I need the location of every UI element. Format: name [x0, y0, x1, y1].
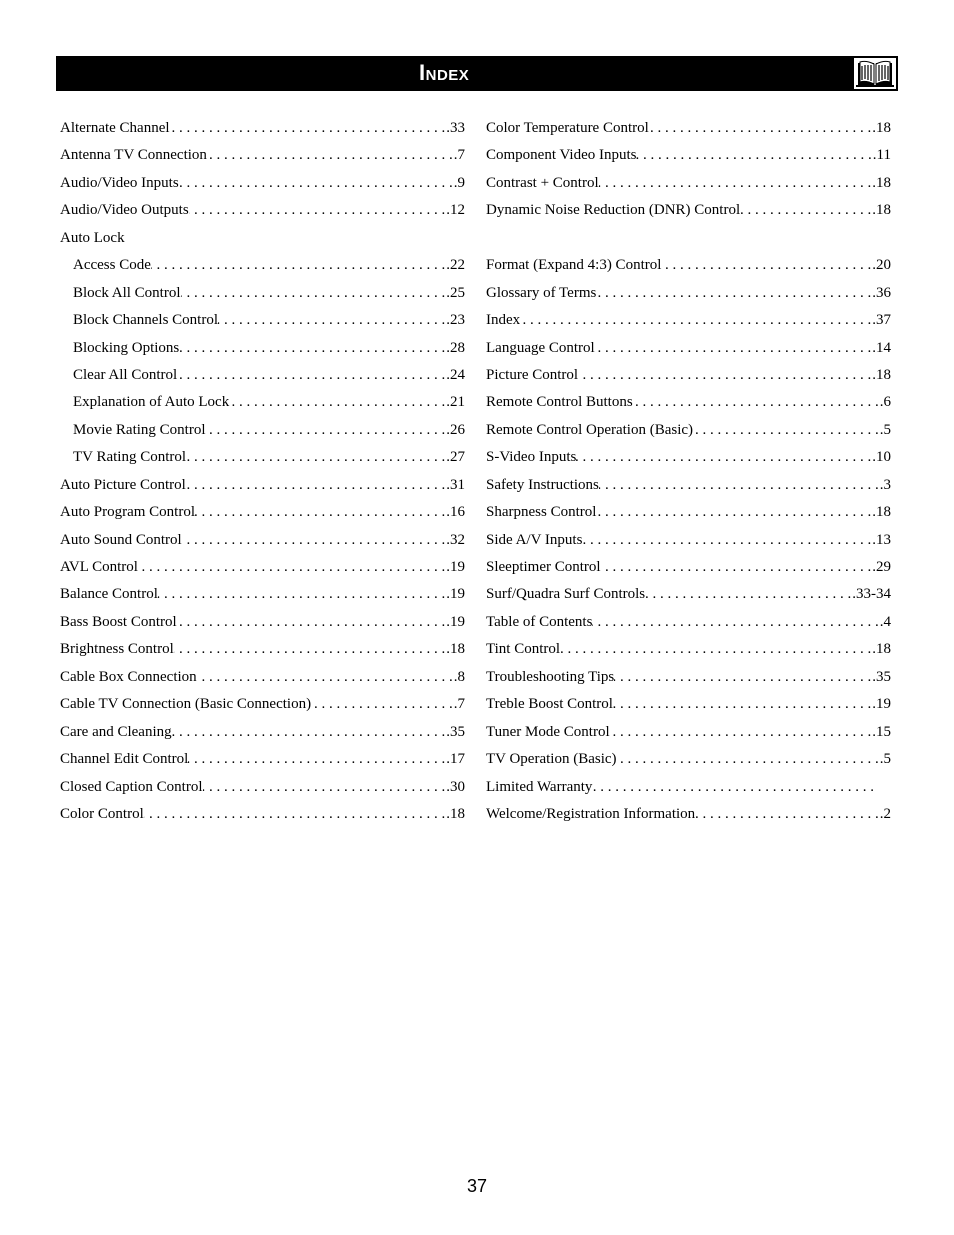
index-entry-page: .18	[872, 202, 891, 219]
dot-leader	[599, 472, 880, 499]
index-entry	[60, 527, 465, 554]
index-entry-page: .36	[872, 284, 891, 301]
index-entry-label: Bass Boost Control	[60, 613, 177, 630]
index-entry-page: .18	[872, 174, 891, 191]
index-entry-label: Audio/Video Outputs	[60, 202, 189, 219]
index-entry	[486, 527, 891, 554]
index-entry-label: Treble Boost Control	[486, 696, 613, 713]
index-entry-label: Auto Program Control	[60, 504, 195, 521]
dot-leader	[595, 335, 873, 362]
index-entry-page: .11	[872, 147, 891, 164]
index-entry-label: Safety Instructions	[486, 476, 599, 493]
index-entry-label: Auto Lock	[60, 229, 125, 246]
index-entry	[60, 307, 465, 334]
index-entry	[486, 801, 891, 828]
index-entry-page: .5	[879, 421, 891, 438]
index-entry	[60, 801, 465, 828]
index-entry	[60, 746, 465, 773]
index-entry-page: .28	[446, 339, 465, 356]
dot-leader	[613, 691, 872, 718]
dot-leader	[614, 664, 872, 691]
index-entry	[486, 746, 891, 773]
index-entry-page: .22	[446, 257, 465, 274]
index-entry-label: Limited Warranty	[486, 778, 593, 795]
index-entry-label: Tint Control	[486, 641, 561, 658]
index-entry	[60, 142, 465, 169]
dot-leader	[138, 554, 446, 581]
index-entry	[486, 142, 891, 169]
index-entry	[486, 472, 891, 499]
index-entry-label: Antenna TV Connection	[60, 147, 207, 164]
index-entry	[60, 170, 465, 197]
index-entry	[60, 499, 465, 526]
index-entry-label: Explanation of Auto Lock	[73, 394, 230, 411]
dot-leader	[576, 444, 872, 471]
dot-leader	[186, 472, 446, 499]
index-entry	[486, 170, 891, 197]
index-entry-label: Closed Caption Control	[60, 778, 203, 795]
dot-leader	[203, 774, 447, 801]
dot-leader	[596, 280, 872, 307]
index-entry-page: .18	[872, 120, 891, 136]
dot-leader	[520, 307, 872, 334]
index-entry-label: Welcome/Registration Information	[486, 805, 696, 822]
index-entry	[486, 252, 891, 279]
index-entry	[486, 280, 891, 307]
index-entry-label: Blocking Options	[73, 339, 180, 356]
dot-leader	[189, 197, 447, 224]
dot-leader	[206, 417, 447, 444]
index-entry	[60, 581, 465, 608]
index-entry-label: Cable TV Connection (Basic Connection)	[60, 696, 312, 713]
index-entry	[60, 225, 465, 252]
index-entry-page: .19	[446, 586, 465, 603]
index-entry-label: Tuner Mode Control	[486, 723, 610, 740]
index-entry	[60, 115, 465, 142]
index-entry-label: Access Code	[73, 257, 151, 274]
index-left-column	[60, 115, 465, 828]
index-entry-label: Dynamic Noise Reduction (DNR) Control	[486, 202, 741, 219]
index-entry	[60, 554, 465, 581]
dot-leader	[174, 636, 446, 663]
index-entry-page: .2	[879, 805, 891, 822]
dot-leader	[177, 609, 447, 636]
index-entry	[60, 719, 465, 746]
index-entry-label: Component Video Inputs	[486, 147, 637, 164]
index-entry	[60, 197, 465, 224]
index-entry-page: .33	[446, 120, 465, 136]
dot-leader	[181, 280, 447, 307]
dot-leader	[182, 527, 447, 554]
page-title: Index	[419, 60, 470, 85]
index-entry	[486, 691, 891, 718]
dot-leader	[177, 362, 446, 389]
index-entry	[60, 774, 465, 801]
index-entry-page: .7	[453, 147, 465, 164]
index-entry	[486, 444, 891, 471]
index-entry	[60, 472, 465, 499]
index-entry	[486, 774, 891, 801]
index-entry-label: Language Control	[486, 339, 595, 356]
index-entry	[486, 719, 891, 746]
index-entry-page: .3	[879, 476, 891, 493]
dot-leader	[560, 636, 872, 663]
index-entry-label: Color Control	[60, 805, 144, 822]
index-entry-page: .24	[446, 366, 465, 383]
dot-leader	[693, 417, 880, 444]
index-entry-page: .5	[879, 751, 891, 768]
index-entry-label: TV Operation (Basic)	[486, 751, 617, 768]
index-entry	[60, 389, 465, 416]
index-entry-page: .14	[872, 339, 891, 356]
index-entry-page: .19	[872, 696, 891, 713]
dot-leader	[144, 801, 446, 828]
page-number: 37	[466, 1176, 488, 1196]
index-entry-page: .8	[453, 668, 465, 685]
index-entry-page: .19	[446, 559, 465, 575]
index-entry-label: Side A/V Inputs	[486, 531, 583, 548]
index-entry-page: .7	[453, 696, 465, 713]
index-entry-page: .18	[446, 805, 465, 822]
index-entry-label: Index	[486, 312, 521, 329]
index-entry-label: Contrast + Control	[486, 174, 599, 191]
index-entry	[60, 609, 465, 636]
index-entry-label: Picture Control	[486, 366, 579, 383]
index-entry	[486, 307, 891, 334]
index-entry-page: .23	[446, 312, 465, 329]
dot-leader	[740, 197, 872, 224]
dot-leader	[661, 252, 872, 279]
index-entry-page: .10	[872, 449, 891, 466]
dot-leader	[649, 115, 872, 142]
index-entry	[60, 444, 465, 471]
dot-leader	[610, 719, 873, 746]
index-entry-label: Audio/Video Inputs	[60, 174, 179, 191]
index-entry-label: Care and Cleaning	[60, 723, 172, 740]
index-entry-label: Auto Sound Control	[60, 531, 182, 548]
index-entry	[486, 581, 891, 608]
index-entry-page: .30	[446, 778, 465, 795]
index-entry-page: .4	[879, 613, 891, 630]
index-entry	[486, 389, 891, 416]
dot-leader	[158, 581, 446, 608]
dot-leader	[636, 142, 872, 169]
index-entry-page: .37	[872, 312, 891, 329]
index-entry-page: .32	[446, 531, 465, 548]
index-entry	[60, 691, 465, 718]
index-entry-page: .27	[446, 449, 465, 466]
index-entry-page: .18	[872, 366, 891, 383]
index-entry-label: Alternate Channel	[60, 120, 170, 136]
index-entry-label: Brightness Control	[60, 641, 174, 658]
index-entry-label: Remote Control Operation (Basic)	[486, 421, 694, 438]
index-entry	[486, 664, 891, 691]
open-book-icon	[853, 57, 897, 90]
dot-leader	[188, 746, 446, 773]
index-entry-label: Troubleshooting Tips	[486, 668, 615, 685]
dot-leader	[229, 389, 446, 416]
index-entry	[486, 417, 891, 444]
index-entry	[60, 362, 465, 389]
index-entry	[60, 664, 465, 691]
index-entry-page: .6	[879, 394, 891, 411]
dot-leader	[151, 252, 446, 279]
index-entry-page: .9	[453, 174, 465, 191]
dot-leader	[596, 499, 872, 526]
dot-leader	[218, 307, 446, 334]
index-entry-page: .12	[446, 202, 465, 219]
index-entry-page: .15	[872, 723, 891, 740]
index-entry-label: Sleeptimer Control	[486, 559, 601, 575]
index-entry-page: .35	[446, 723, 465, 740]
index-entry	[486, 335, 891, 362]
dot-leader	[582, 527, 872, 554]
index-entry-page: .13	[872, 531, 891, 548]
dot-leader	[311, 691, 454, 718]
dot-leader	[617, 746, 880, 773]
index-entry-label: Clear All Control	[73, 366, 178, 383]
index-entry-label: Table of Contents	[486, 613, 593, 630]
index-entry-label: Format (Expand 4:3) Control	[486, 257, 662, 274]
index-entry-page: .19	[446, 613, 465, 630]
dot-leader	[578, 362, 872, 389]
index-entry-label: Cable Box Connection	[60, 668, 197, 685]
index-entry	[486, 362, 891, 389]
index-entry-label: Remote Control Buttons	[486, 394, 633, 411]
index-entry-label: Movie Rating Control	[73, 421, 206, 438]
index-entry-page: .33-34	[852, 586, 891, 603]
index-entry-page: .17	[446, 751, 465, 768]
index-entry-label: Channel Edit Control	[60, 751, 189, 768]
index-entry	[486, 609, 891, 636]
index-entry	[486, 115, 891, 142]
index-entry	[486, 499, 891, 526]
index-entry-label: TV Rating Control	[73, 449, 187, 466]
index-entry-label: S-Video Inputs	[486, 449, 577, 466]
index-entry-page: .29	[872, 559, 891, 575]
index-entry-label: Sharpness Control	[486, 504, 597, 521]
index-entry-page: .20	[872, 257, 891, 274]
index-entry-page: .18	[872, 641, 891, 658]
index-entry-label: AVL Control	[60, 559, 138, 575]
dot-leader	[172, 719, 447, 746]
dot-leader	[592, 774, 875, 801]
index-entry-label: Glossary of Terms	[486, 284, 597, 301]
index-right-column	[486, 115, 891, 828]
index-entry-label: Block All Control	[73, 284, 181, 301]
index-entry-page: .21	[446, 394, 465, 411]
index-entry	[486, 197, 891, 224]
index-entry-label: Balance Control	[60, 586, 158, 603]
index-entry	[486, 225, 891, 252]
dot-leader	[633, 389, 880, 416]
index-entry-label: Block Channels Control	[73, 312, 218, 329]
index-entry-label: Surf/Quadra Surf Controls	[486, 586, 646, 603]
dot-leader	[179, 335, 446, 362]
dot-leader	[197, 664, 454, 691]
dot-leader	[645, 581, 852, 608]
index-entry-page: .26	[446, 421, 465, 438]
index-entry	[60, 252, 465, 279]
dot-leader	[599, 170, 873, 197]
index-entry	[60, 335, 465, 362]
dot-leader	[195, 499, 446, 526]
index-entry-page: .35	[872, 668, 891, 685]
index-entry-label: Auto Picture Control	[60, 476, 186, 493]
dot-leader	[186, 444, 446, 471]
dot-leader	[207, 142, 454, 169]
index-entry-page: .18	[872, 504, 891, 521]
index-entry	[60, 636, 465, 663]
index-entry-page: .16	[446, 504, 465, 521]
index-entry-label: Color Temperature Control	[486, 120, 649, 136]
index-entry-page: .25	[446, 284, 465, 301]
index-entry-page: .18	[446, 641, 465, 658]
index-entry	[486, 636, 891, 663]
dot-leader	[170, 115, 447, 142]
dot-leader	[695, 801, 880, 828]
dot-leader	[592, 609, 879, 636]
index-entry	[60, 280, 465, 307]
index-header-bar	[56, 56, 898, 91]
dot-leader	[601, 554, 873, 581]
index-entry-page: .31	[446, 476, 465, 493]
index-entry	[486, 554, 891, 581]
index-entry	[60, 417, 465, 444]
dot-leader	[179, 170, 454, 197]
